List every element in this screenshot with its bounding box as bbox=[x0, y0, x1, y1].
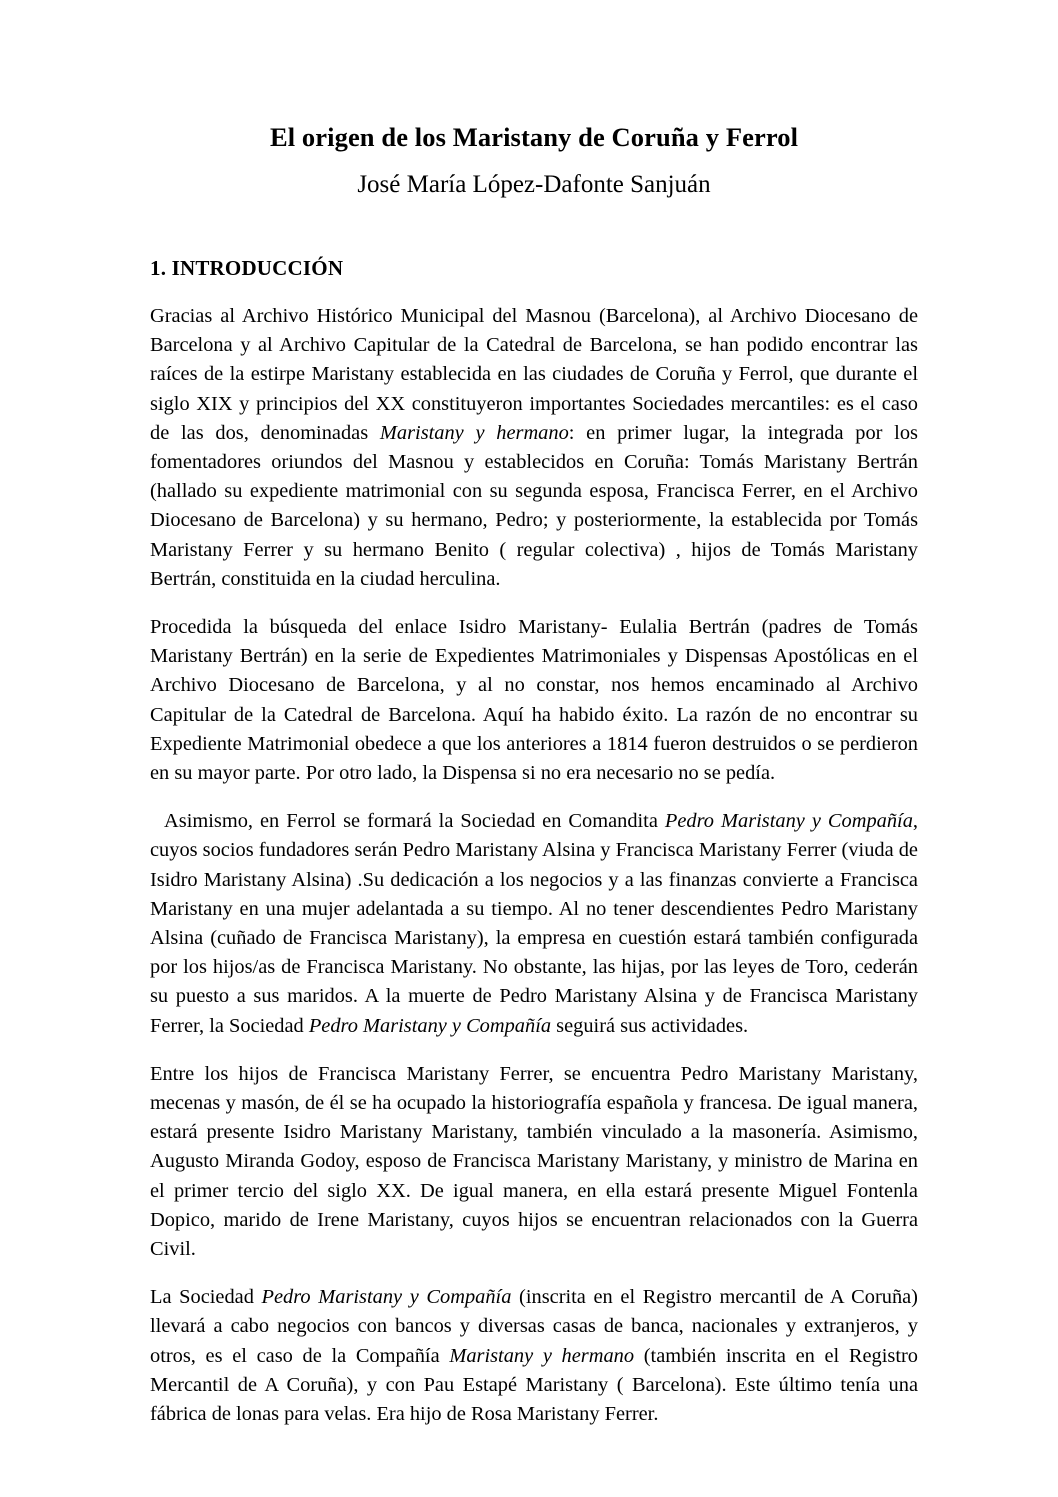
paragraph-p1 bbox=[150, 281, 918, 594]
text-run: Asimismo, en Ferrol se formará la Sociedad en Comandita bbox=[164, 810, 665, 833]
page-title: El origen de los Maristany de Coruña y Ferrol bbox=[269, 122, 799, 152]
paragraph-p3 bbox=[150, 788, 918, 1041]
text-run: seguirá sus actividades. bbox=[551, 1014, 749, 1037]
text-run: Gracias al Archivo Histórico Municipal del Masnou (Barcelona), al Archivo Diocesano de Barcelona y al Archivo Capitular de la Catedral de Barcelona, se han podido encontrar las raíces de la estirpe Maristany establecida en las ciudades de Coruña y Ferrol, que durante el siglo XIX y principios del XX constituyeron importantes Sociedades mercantiles: es el caso de las dos, denominadas bbox=[150, 304, 918, 444]
italic-run: Pedro Maristany y Compañía bbox=[308, 1014, 552, 1037]
text-run: (inscrita en el Registro mercantil de A Coruña) llevará a cabo negocios con bancos y diversas casas de banca, nacionales y extranjeros, y otros, es el caso de la Compañía bbox=[150, 1286, 918, 1367]
text-run: Procedida la búsqueda del enlace Isidro Maristany- Eulalia Bertrán (padres de Tomás Maristany Bertrán) en la serie de Expedientes Matrimoniales y Dispensas Apostólicas en el Archivo Diocesano de Barcelona, y al no constar, nos hemos encaminado al Archivo Capitular de la Catedral de Barcelona. Aquí ha habido éxito. La razón de no encontrar su Expediente Matrimonial obedece a que los anteriores a 1814 fueron destruidos o se perdieron en su mayor parte. Por otro lado, la Dispensa si no era necesario no se pedía. bbox=[150, 615, 918, 784]
italic-run: Maristany y hermano bbox=[379, 421, 569, 444]
text-run: , cuyos socios fundadores serán Pedro Maristany Alsina y Francisca Maristany Ferrer (viuda de Isidro Maristany Alsina) .Su dedicación a los negocios y a las finanzas convierte a Francisca Maristany en una mujer adelantada a su tiempo. Al no tener descendientes Pedro Maristany Alsina (cuñado de Francisca Maristany), la empresa en cuestión estará también configurada por los hijos/as de Francisca Maristany. No obstante, las hijas, por las leyes de Toro, cederán su puesto a sus maridos. A la muerte de Pedro Maristany Alsina y de Francisca Maristany Ferrer, la Sociedad bbox=[150, 810, 918, 1037]
text-run: Entre los hijos de Francisca Maristany Ferrer, se encuentra Pedro Maristany Maristany, mecenas y masón, de él se ha ocupado la historiografía española y francesa. De igual manera, estará presente Isidro Maristany Maristany, también vinculado a la masonería. Asimismo, Augusto Miranda Godoy, esposo de Francisca Maristany Maristany, y ministro de Marina en el primer tercio del siglo XX. De igual manera, en ella estará presente Miguel Fontenla Dopico, marido de Irene Maristany, cuyos hijos se encuentran relacionados con la Guerra Civil. bbox=[150, 1062, 918, 1261]
document-author: José María López-Dafonte Sanjuán bbox=[357, 171, 711, 199]
text-run: : en primer lugar, la integrada por los fomentadores oriundos del Masnou y establecidos en Coruña: Tomás Maristany Bertrán (hallado su expediente matrimonial con su segunda esposa, Francisca Ferrer, en el Archivo Diocesano de Barcelona) y su hermano, Pedro; y posteriormente, la establecida por Tomás Maristany Ferrer y su hermano Benito ( regular colectiva) , hijos de Tomás Maristany Bertrán, constituida en la ciudad herculina. bbox=[150, 421, 918, 590]
text-run: (también inscrita en el Registro Mercantil de A Coruña), y con Pau Estapé Maristany ( Barcelona). Este último tenía una fábrica de lonas para velas. Era hijo de Rosa Maristany Ferrer. bbox=[150, 1344, 918, 1426]
italic-run: Pedro Maristany y Compañía bbox=[261, 1286, 512, 1309]
document-content bbox=[150, 0, 918, 1429]
paragraph-p5 bbox=[150, 1264, 918, 1429]
text-run: La Sociedad bbox=[150, 1286, 262, 1309]
paragraph-p4 bbox=[150, 1041, 918, 1264]
section-heading-introduccion: 1. INTRODUCCIÓN bbox=[150, 255, 344, 280]
paragraph-p2 bbox=[150, 594, 918, 788]
document-body bbox=[150, 281, 918, 1429]
italic-run: Maristany y hermano bbox=[449, 1344, 635, 1367]
italic-run: Pedro Maristany y Compañía bbox=[664, 810, 913, 833]
